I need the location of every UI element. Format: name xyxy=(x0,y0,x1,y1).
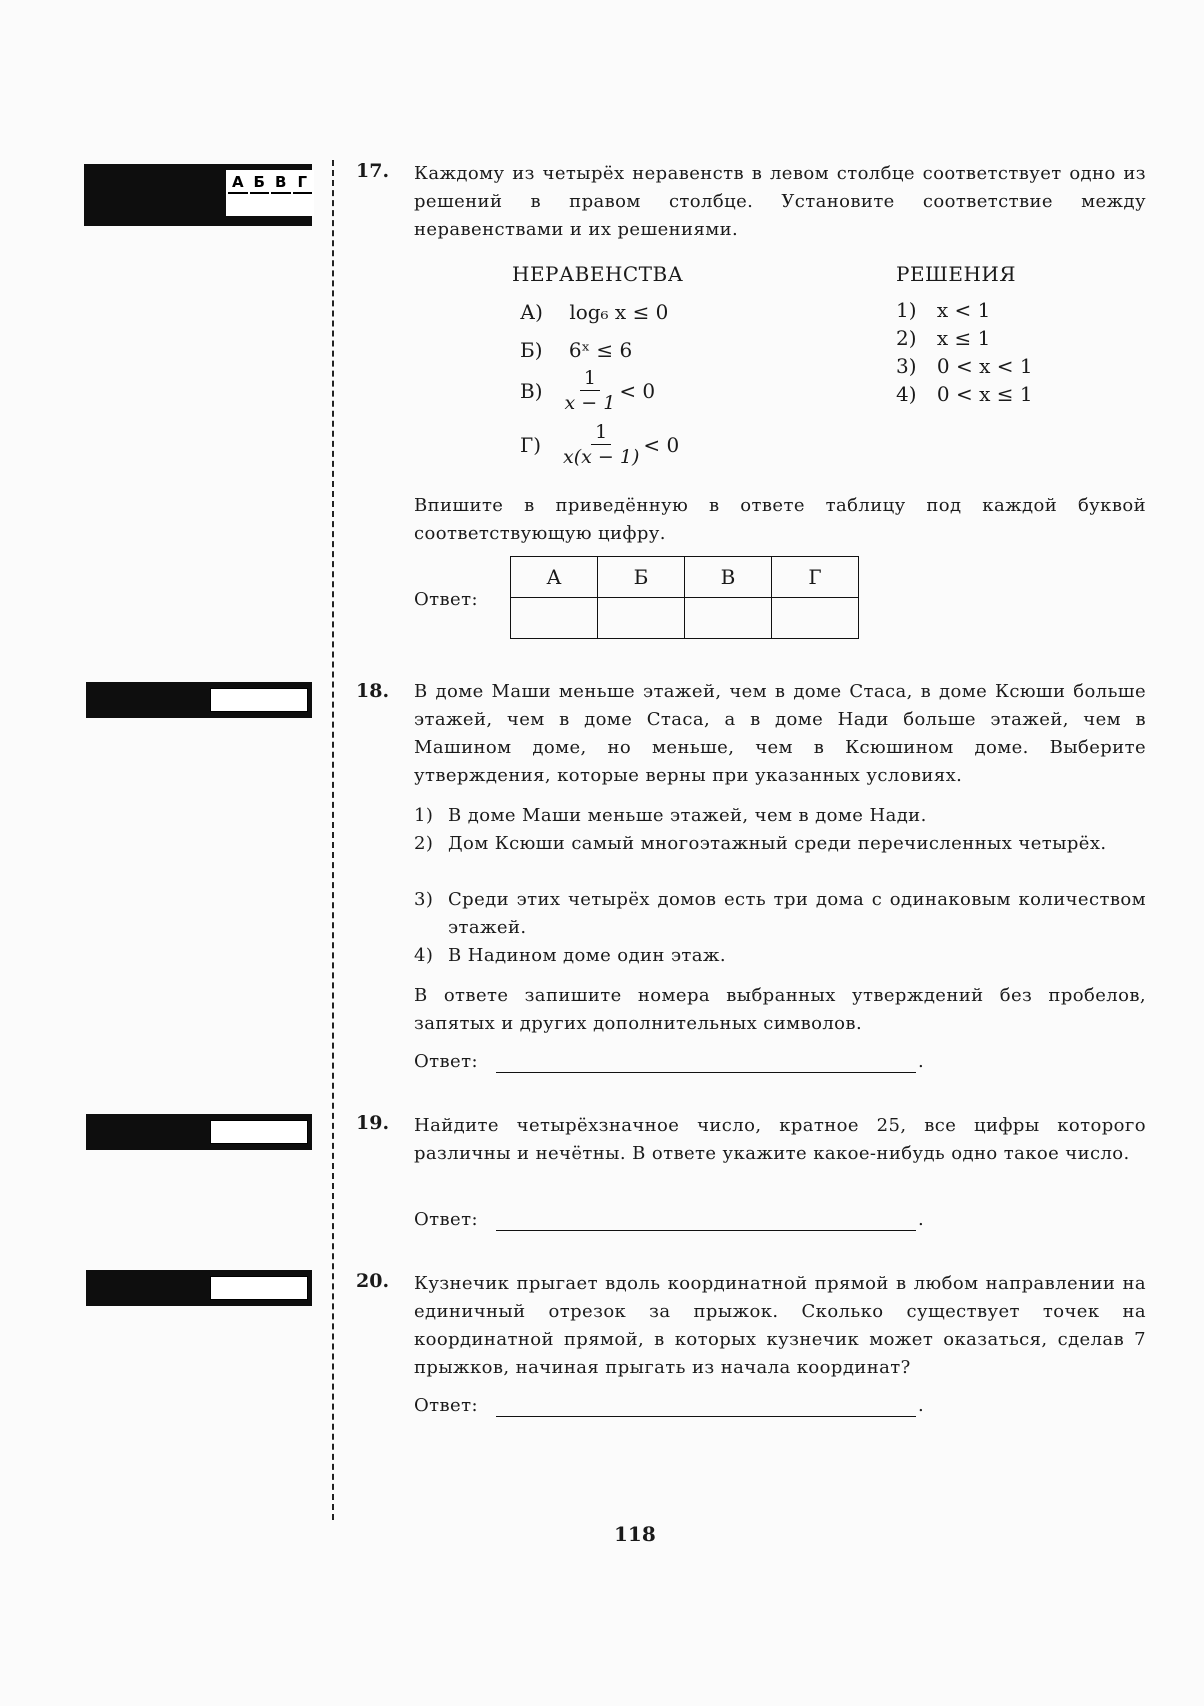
answer-cell[interactable] xyxy=(511,598,598,639)
solution-1: 1) x < 1 xyxy=(896,298,991,322)
option-label: В) xyxy=(520,378,543,403)
fraction: $\frac{1}{x(x - 1)}$ xyxy=(563,421,640,468)
answer-dot: . xyxy=(918,1051,925,1072)
answer-cell[interactable] xyxy=(598,598,685,639)
solutions-header: РЕШЕНИЯ xyxy=(896,262,1017,286)
table-header: Г xyxy=(772,557,859,598)
answer-letter-grid xyxy=(226,170,314,216)
option-3: 3) Среди этих четырёх домов есть три дома с одинаковым количеством этажей. xyxy=(414,889,1146,938)
answer-cell[interactable] xyxy=(772,598,859,639)
option-label: Б) xyxy=(520,338,543,362)
table-header: А xyxy=(511,557,598,598)
table-header: Б xyxy=(598,557,685,598)
task20-text: Кузнечик прыгает вдоль координатной прямой в любом направлении на единичный отрезок за прыжок. Сколько существует точек на координатной прямой, в которых кузнечик может оказаться, сделав 7 прыжков, начиная прыгать из начала координат? xyxy=(414,1273,1146,1378)
grid-letter: Б xyxy=(250,172,270,194)
solution-2: 2) x ≤ 1 xyxy=(896,326,991,350)
cut-line xyxy=(332,160,334,1520)
inequality-v: В) $\frac{1}{x - 1}$ < 0 xyxy=(520,367,656,414)
task-number: 19. xyxy=(356,1112,390,1134)
inequality-g: Г) $\frac{1}{x(x - 1)}$ < 0 xyxy=(520,421,680,468)
inequality-expr: log₆ x ≤ 0 xyxy=(569,300,669,324)
task-number: 17. xyxy=(356,160,390,182)
answer-box[interactable] xyxy=(210,1276,308,1300)
task20-margin-marker xyxy=(86,1270,312,1306)
grid-letter: А xyxy=(228,172,248,194)
answer-line[interactable] xyxy=(496,1416,916,1417)
answer-label: Ответ: xyxy=(414,1051,478,1072)
inequalities-header: НЕРАВЕНСТВА xyxy=(512,262,684,286)
answer-label: Ответ: xyxy=(414,589,478,610)
task-number: 18. xyxy=(356,680,390,702)
answer-table xyxy=(510,556,859,639)
answer-label: Ответ: xyxy=(414,1395,478,1416)
answer-cell[interactable] xyxy=(685,598,772,639)
task17-text: Каждому из четырёх неравенств в левом столбце соответствует одно из решений в правом столбце. Установите соответствие между неравенствами и их решениями. xyxy=(414,163,1146,240)
answer-dot: . xyxy=(918,1209,925,1230)
solution-3: 3) 0 < x < 1 xyxy=(896,354,1033,378)
answer-line[interactable] xyxy=(496,1230,916,1231)
task17-instruction: Впишите в приведённую в ответе таблицу под каждой буквой соответствующую цифру. xyxy=(414,495,1146,544)
task19-margin-marker xyxy=(86,1114,312,1150)
task-number: 20. xyxy=(356,1270,390,1292)
task18-margin-marker xyxy=(86,682,312,718)
option-label: Г) xyxy=(520,432,542,457)
option-label: А) xyxy=(520,300,543,324)
grid-letter: Г xyxy=(293,172,313,194)
answer-line[interactable] xyxy=(496,1072,916,1073)
answer-dot: . xyxy=(918,1395,925,1416)
answer-label: Ответ: xyxy=(414,1209,478,1230)
answer-box[interactable] xyxy=(210,1120,308,1144)
table-header: В xyxy=(685,557,772,598)
option-1: 1) В доме Маши меньше этажей, чем в доме Нади. xyxy=(414,805,927,826)
task19-text: Найдите четырёхзначное число, кратное 25, все цифры которого различны и нечётны. В ответе укажите какое-нибудь одно такое число. xyxy=(414,1115,1146,1164)
grid-letter: В xyxy=(271,172,291,194)
fraction: $\frac{1}{x - 1}$ xyxy=(564,367,616,414)
answer-box[interactable] xyxy=(210,688,308,712)
option-4: 4) В Надином доме один этаж. xyxy=(414,945,726,966)
option-2: 2) Дом Ксюши самый многоэтажный среди перечисленных четырёх. xyxy=(414,833,1107,854)
task18-text: В доме Маши меньше этажей, чем в доме Стаса, в доме Ксюши больше этажей, чем в доме Стаса, а в доме Нади больше этажей, чем в Машином доме, но меньше, чем в Ксюшином доме. Выберите утверждения, которые верны при указанных условиях. xyxy=(414,681,1146,786)
inequality-b xyxy=(520,338,632,362)
page-number: 118 xyxy=(614,1522,656,1546)
task18-instruction: В ответе запишите номера выбранных утверждений без пробелов, запятых и других дополнительных символов. xyxy=(414,985,1146,1034)
task17-margin-marker xyxy=(84,164,312,226)
inequality-expr: 6ˣ ≤ 6 xyxy=(568,338,633,362)
solution-4: 4) 0 < x ≤ 1 xyxy=(896,382,1033,406)
inequality-a xyxy=(520,300,668,324)
